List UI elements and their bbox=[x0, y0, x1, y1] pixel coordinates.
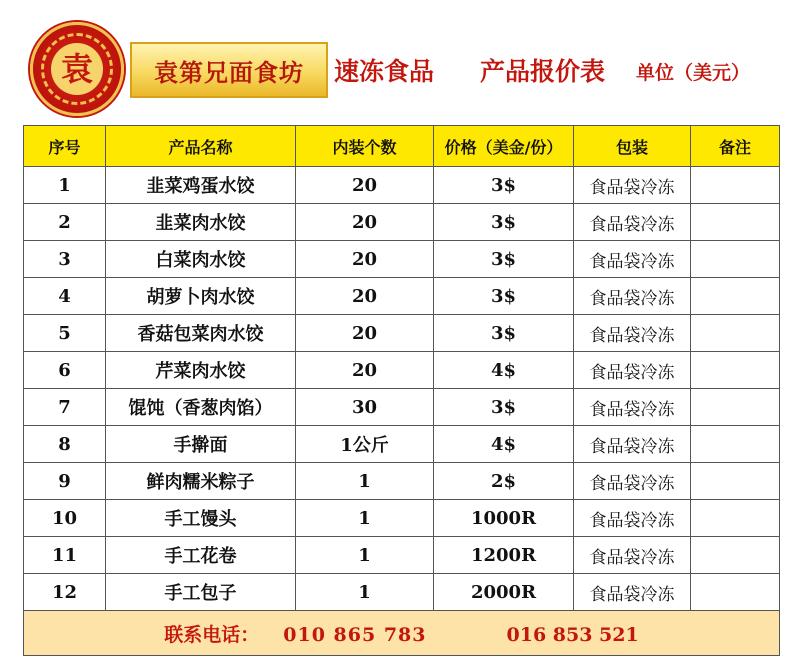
table-row bbox=[24, 463, 780, 500]
logo-inner bbox=[51, 43, 103, 95]
row-number-cell: 12 bbox=[24, 574, 106, 611]
pack-count-cell: 20 bbox=[296, 315, 434, 352]
table-row bbox=[24, 315, 780, 352]
table-row bbox=[24, 500, 780, 537]
product-name-cell: 手工花卷 bbox=[106, 537, 296, 574]
pack-count-cell: 1 bbox=[296, 574, 434, 611]
product-name-cell: 手工包子 bbox=[106, 574, 296, 611]
product-name-cell: 韭菜肉水饺 bbox=[106, 204, 296, 241]
col-count-header: 内装个数 bbox=[296, 126, 434, 167]
row-number-cell: 8 bbox=[24, 426, 106, 463]
row-number-cell: 2 bbox=[24, 204, 106, 241]
price-cell: 4$ bbox=[434, 426, 574, 463]
pack-count-cell: 1 bbox=[296, 463, 434, 500]
unit-label: 单位（美元） bbox=[636, 62, 751, 84]
packaging-cell: 食品袋冷冻 bbox=[574, 537, 691, 574]
packaging-cell: 食品袋冷冻 bbox=[574, 315, 691, 352]
pack-count-cell: 1 bbox=[296, 500, 434, 537]
price-cell: 2000R bbox=[434, 574, 574, 611]
product-name-cell: 胡萝卜肉水饺 bbox=[106, 278, 296, 315]
table-row bbox=[24, 167, 780, 204]
row-number-cell: 1 bbox=[24, 167, 106, 204]
pack-count-cell: 20 bbox=[296, 241, 434, 278]
phone-number-1: 010 865 783 bbox=[283, 623, 427, 646]
col-note-header: 备注 bbox=[691, 126, 780, 167]
note-cell bbox=[691, 204, 780, 241]
pack-count-cell: 20 bbox=[296, 352, 434, 389]
row-number-cell: 5 bbox=[24, 315, 106, 352]
pack-count-cell: 20 bbox=[296, 167, 434, 204]
packaging-cell: 食品袋冷冻 bbox=[574, 500, 691, 537]
table-row bbox=[24, 574, 780, 611]
table-row bbox=[24, 426, 780, 463]
row-number-cell: 7 bbox=[24, 389, 106, 426]
page-header bbox=[0, 0, 800, 125]
table-row bbox=[24, 389, 780, 426]
price-cell: 1000R bbox=[434, 500, 574, 537]
col-pack-header: 包装 bbox=[574, 126, 691, 167]
price-cell: 3$ bbox=[434, 204, 574, 241]
category-title: 速冻食品 bbox=[334, 57, 435, 86]
table-header-row bbox=[24, 126, 780, 167]
packaging-cell: 食品袋冷冻 bbox=[574, 463, 691, 500]
price-cell: 4$ bbox=[434, 352, 574, 389]
table-row bbox=[24, 204, 780, 241]
row-number-cell: 10 bbox=[24, 500, 106, 537]
product-name-cell: 手工馒头 bbox=[106, 500, 296, 537]
logo-char: 袁 bbox=[60, 50, 93, 88]
brand-logo bbox=[30, 22, 124, 116]
packaging-cell: 食品袋冷冻 bbox=[574, 204, 691, 241]
pack-count-cell: 1公斤 bbox=[296, 426, 434, 463]
packaging-cell: 食品袋冷冻 bbox=[574, 278, 691, 315]
phone-number-2: 016 853 521 bbox=[506, 623, 639, 646]
price-cell: 1200R bbox=[434, 537, 574, 574]
brand-name: 袁第兄面食坊 bbox=[130, 42, 328, 98]
price-cell: 3$ bbox=[434, 278, 574, 315]
row-number-cell: 6 bbox=[24, 352, 106, 389]
table-row bbox=[24, 278, 780, 315]
row-number-cell: 3 bbox=[24, 241, 106, 278]
contact-label: 联系电话： bbox=[164, 623, 260, 646]
product-name-cell: 芹菜肉水饺 bbox=[106, 352, 296, 389]
price-cell: 3$ bbox=[434, 167, 574, 204]
note-cell bbox=[691, 426, 780, 463]
price-cell: 3$ bbox=[434, 389, 574, 426]
product-name-cell: 鲜肉糯米粽子 bbox=[106, 463, 296, 500]
pack-count-cell: 20 bbox=[296, 278, 434, 315]
col-name-header: 产品名称 bbox=[106, 126, 296, 167]
table-row bbox=[24, 352, 780, 389]
product-name-cell: 韭菜鸡蛋水饺 bbox=[106, 167, 296, 204]
pack-count-cell: 20 bbox=[296, 204, 434, 241]
note-cell bbox=[691, 537, 780, 574]
price-table bbox=[23, 125, 780, 656]
note-cell bbox=[691, 389, 780, 426]
row-number-cell: 4 bbox=[24, 278, 106, 315]
table-body bbox=[24, 167, 780, 611]
note-cell bbox=[691, 352, 780, 389]
pack-count-cell: 1 bbox=[296, 537, 434, 574]
product-name-cell: 馄饨（香葱肉馅） bbox=[106, 389, 296, 426]
contact-row bbox=[24, 611, 780, 656]
packaging-cell: 食品袋冷冻 bbox=[574, 426, 691, 463]
note-cell bbox=[691, 463, 780, 500]
page-title: 产品报价表 bbox=[480, 57, 606, 86]
price-cell: 2$ bbox=[434, 463, 574, 500]
contact-cell bbox=[24, 611, 780, 656]
product-name-cell: 香菇包菜肉水饺 bbox=[106, 315, 296, 352]
table-row bbox=[24, 241, 780, 278]
pack-count-cell: 30 bbox=[296, 389, 434, 426]
row-number-cell: 11 bbox=[24, 537, 106, 574]
note-cell bbox=[691, 241, 780, 278]
note-cell bbox=[691, 167, 780, 204]
note-cell bbox=[691, 500, 780, 537]
col-price-header: 价格（美金/份） bbox=[434, 126, 574, 167]
packaging-cell: 食品袋冷冻 bbox=[574, 167, 691, 204]
note-cell bbox=[691, 574, 780, 611]
packaging-cell: 食品袋冷冻 bbox=[574, 389, 691, 426]
price-cell: 3$ bbox=[434, 241, 574, 278]
col-no-header: 序号 bbox=[24, 126, 106, 167]
price-cell: 3$ bbox=[434, 315, 574, 352]
packaging-cell: 食品袋冷冻 bbox=[574, 352, 691, 389]
product-name-cell: 手擀面 bbox=[106, 426, 296, 463]
note-cell bbox=[691, 315, 780, 352]
packaging-cell: 食品袋冷冻 bbox=[574, 574, 691, 611]
packaging-cell: 食品袋冷冻 bbox=[574, 241, 691, 278]
product-name-cell: 白菜肉水饺 bbox=[106, 241, 296, 278]
table-row bbox=[24, 537, 780, 574]
row-number-cell: 9 bbox=[24, 463, 106, 500]
note-cell bbox=[691, 278, 780, 315]
